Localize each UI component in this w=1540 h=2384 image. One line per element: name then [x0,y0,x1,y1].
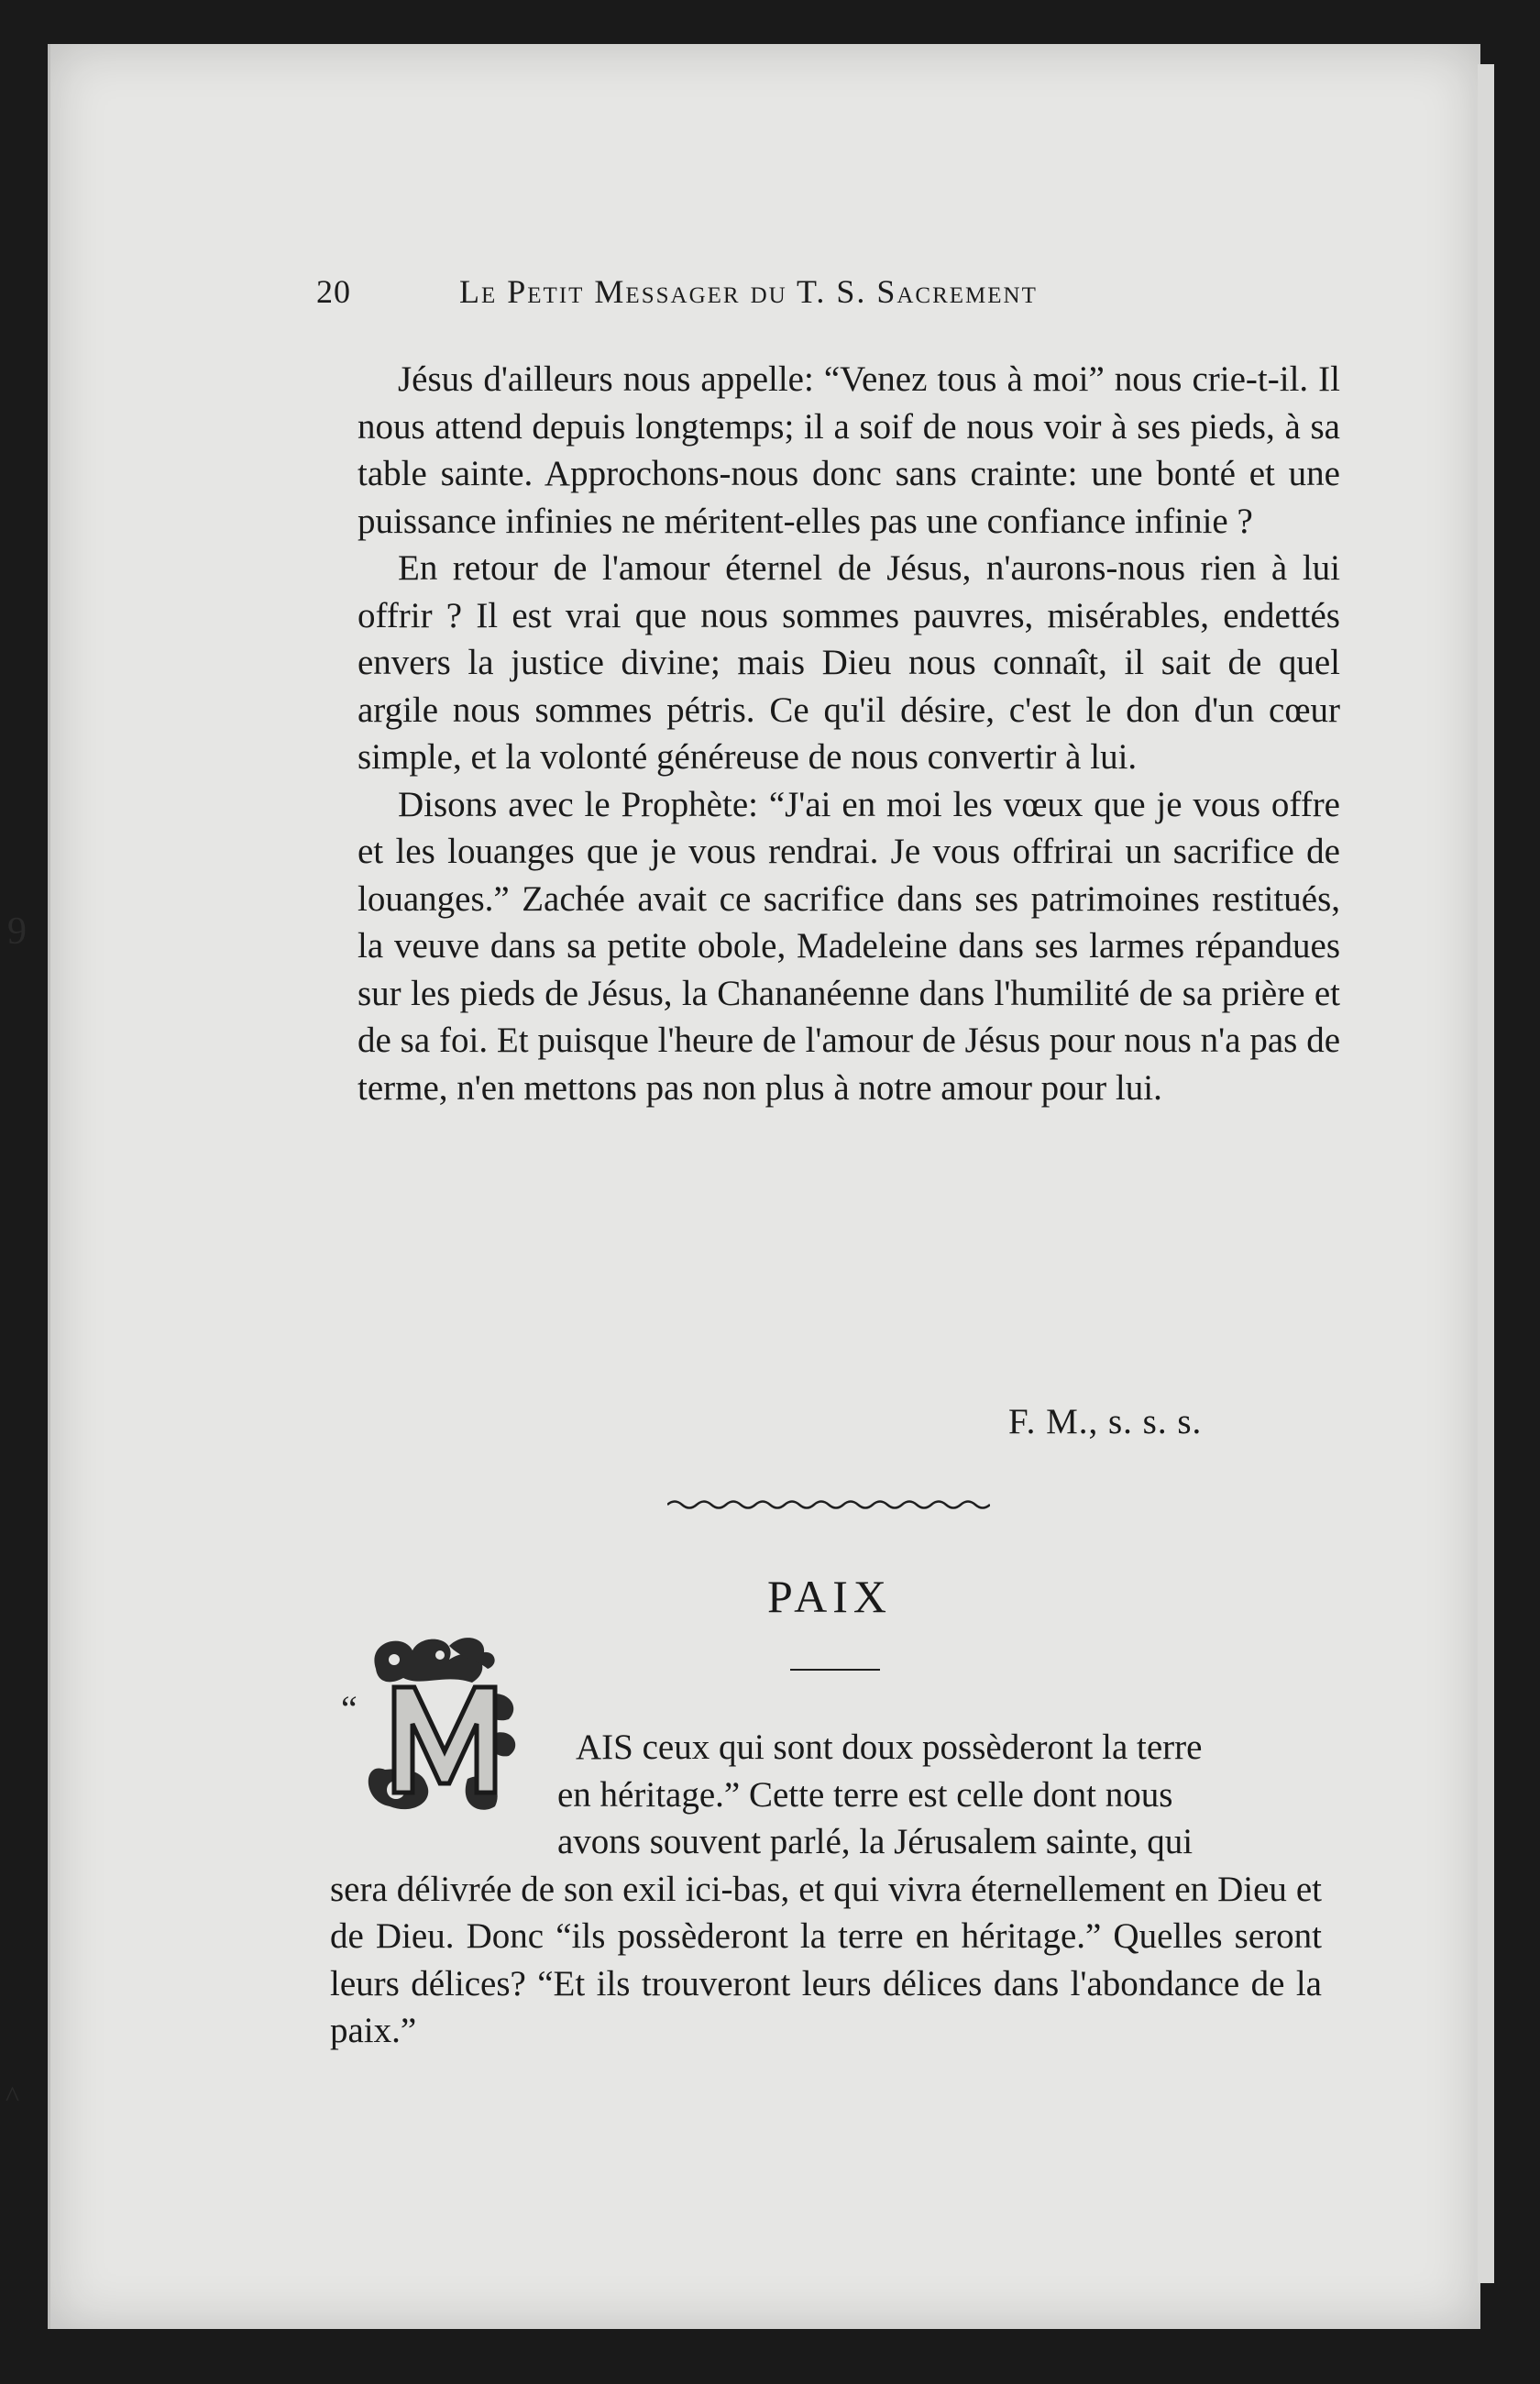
signature: F. M., s. s. s. [1008,1402,1203,1441]
paragraph-3: Disons avec le Prophète: “J'ai en moi les vœux que je vous offre et les louanges que je vous rendrai. Je vous offrirai un sacrifice de louanges.” Zachée avait ce sacrifice dans ses patrimoines restitués, la veuve dans sa petite obole, Madeleine dans ses larmes répandues sur les pieds de Jésus, la Chananéenne dans l'humilité de sa prière et de sa foi. Et puisque l'heure de l'amour de Jésus pour nous n'a pas de terme, n'en mettons pas non plus à notre amour pour lui. [358,784,1340,1108]
margin-mark-1: 9 [7,911,27,953]
next-page-edge [1478,64,1494,2283]
paragraph-1: Jésus d'ailleurs nous appelle: “Venez tous à moi” nous crie-t-il. Il nous attend depuis longtemps; il a soif de nous voir à ses pieds, à sa table sainte. Approchons-nous donc sans crainte: une bonté et une puissance infinies ne méritent-elles pas une confiance infinie ? [358,359,1340,541]
paragraph-2: En retour de l'amour éternel de Jésus, n'aurons-nous rien à lui offrir ? Il est vrai que nous sommes pauvres, misérables, endettés envers la justice divine; mais Dieu nous connaît, il sait de quel argile nous sommes pétris. Ce qu'il désire, c'est le don d'un cœur simple, et la volonté généreuse de nous convertir à lui. [358,548,1340,777]
article-body [358,356,1340,1111]
section-continuation: sera délivrée de son exil ici-bas, et qui vivra éternellement en Dieu et de Dieu. Donc “ils possèderont la terre en héritage.” Quelles seront leurs délices? “Et ils trouveront leurs délices dans l'abondance de la paix.” [330,1869,1322,2050]
section-title: PAIX [766,1571,893,1622]
title-rule [790,1669,880,1671]
section-body [330,1724,1322,2055]
opening-quote-mark: “ [341,1688,358,1729]
lines-beside-dropcap [330,1724,1322,1866]
running-title: Le Petit Messager du T. S. Sacrement [459,273,1038,310]
wavy-divider-ornament [667,1496,990,1513]
dropcap-line-1: AIS ceux qui sont doux possèderont la terre [576,1727,1203,1767]
dropcap-line-3: avons souvent parlé, la Jérusalem sainte, qui [557,1822,1194,1861]
margin-mark-2: ^ [6,2080,20,2113]
page-number: 20 [316,273,351,310]
running-header [316,272,1215,311]
dropcap-line-2: en héritage.” Cette terre est celle dont nous [557,1774,1173,1815]
